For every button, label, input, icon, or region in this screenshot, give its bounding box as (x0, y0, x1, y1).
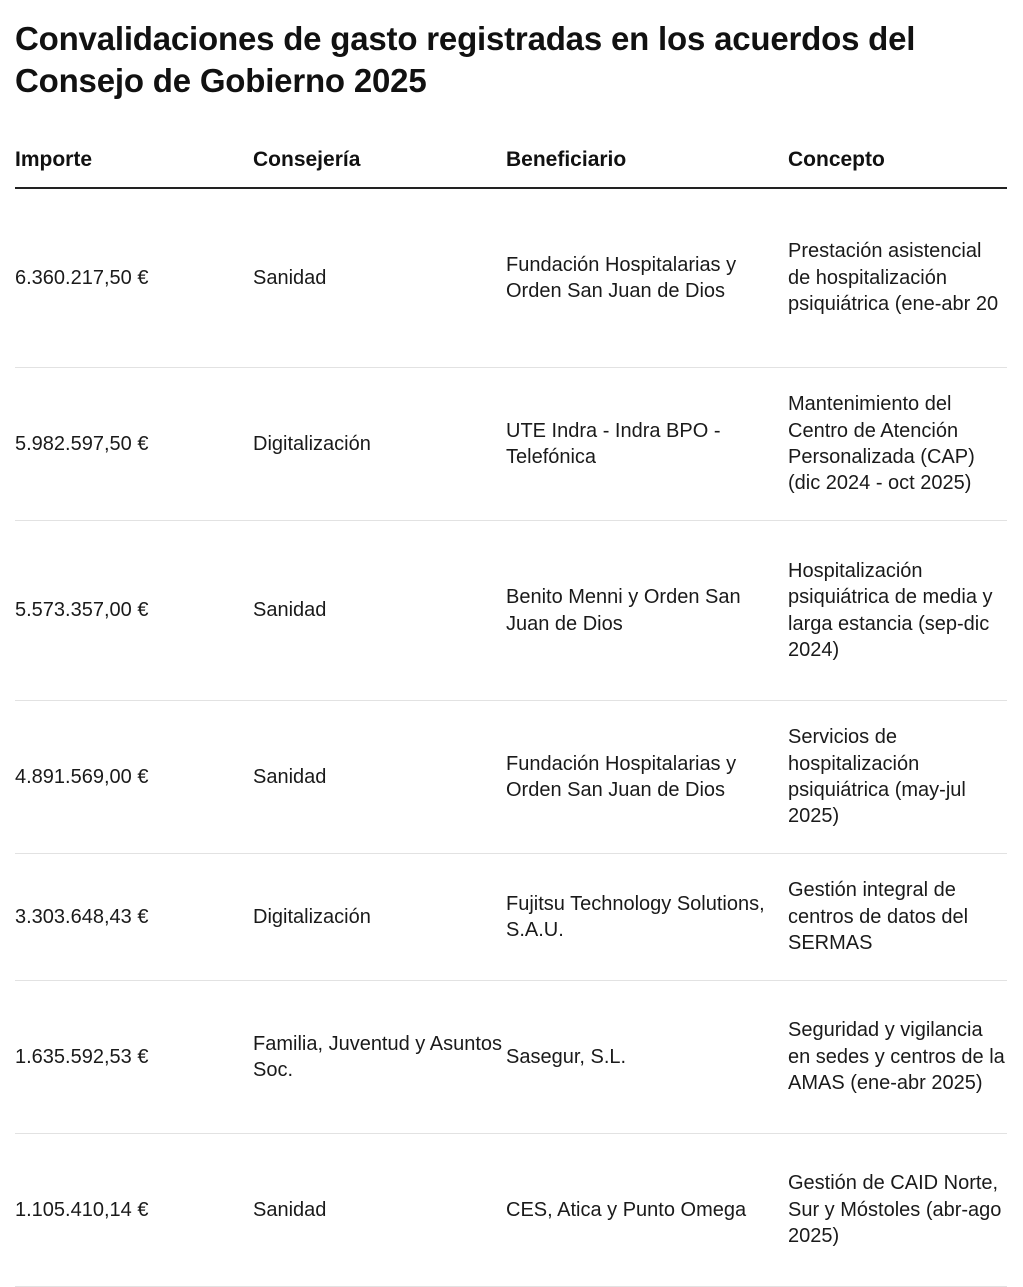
table-header-row (15, 132, 1007, 188)
table-row (15, 521, 1007, 701)
cell-concepto: Prestación asistencial de hospitalización psiquiátrica (ene-abr 20 (788, 188, 1007, 368)
cell-consejeria: Digitalización (253, 368, 506, 521)
cell-importe: 1.635.592,53 € (15, 981, 253, 1134)
cell-importe: 3.303.648,43 € (15, 854, 253, 981)
cell-consejeria: Sanidad (253, 521, 506, 701)
table-row (15, 854, 1007, 981)
cell-beneficiario: Benito Menni y Orden San Juan de Dios (506, 521, 788, 701)
header-consejeria: Consejería (253, 132, 506, 188)
header-importe: Importe (15, 132, 253, 188)
cell-importe: 6.360.217,50 € (15, 188, 253, 368)
cell-consejeria: Sanidad (253, 188, 506, 368)
table-row (15, 981, 1007, 1134)
cell-concepto: Gestión integral de centros de datos del SERMAS (788, 854, 1007, 981)
cell-beneficiario: CES, Atica y Punto Omega (506, 1134, 788, 1287)
header-concepto: Concepto (788, 132, 1007, 188)
table-row (15, 1134, 1007, 1287)
cell-beneficiario: Fundación Hospitalarias y Orden San Juan de Dios (506, 188, 788, 368)
page-title: Convalidaciones de gasto registradas en los acuerdos del Consejo de Gobierno 2025 (15, 20, 916, 99)
cell-beneficiario: Fujitsu Technology Solutions, S.A.U. (506, 854, 788, 981)
cell-consejeria: Sanidad (253, 1134, 506, 1287)
cell-consejeria: Familia, Juventud y Asuntos Soc. (253, 981, 506, 1134)
cell-consejeria: Sanidad (253, 701, 506, 854)
expenses-table (15, 132, 1007, 1287)
table-row (15, 701, 1007, 854)
cell-beneficiario: Sasegur, S.L. (506, 981, 788, 1134)
table-row (15, 188, 1007, 368)
cell-beneficiario: UTE Indra - Indra BPO - Telefónica (506, 368, 788, 521)
cell-consejeria: Digitalización (253, 854, 506, 981)
cell-importe: 1.105.410,14 € (15, 1134, 253, 1287)
cell-concepto: Seguridad y vigilancia en sedes y centros de la AMAS (ene-abr 2025) (788, 981, 1007, 1134)
cell-beneficiario: Fundación Hospitalarias y Orden San Juan de Dios (506, 701, 788, 854)
header-beneficiario: Beneficiario (506, 132, 788, 188)
cell-concepto: Gestión de CAID Norte, Sur y Móstoles (abr-ago 2025) (788, 1134, 1007, 1287)
cell-importe: 4.891.569,00 € (15, 701, 253, 854)
cell-concepto: Servicios de hospitalización psiquiátrica (may-jul 2025) (788, 701, 1007, 854)
cell-concepto: Mantenimiento del Centro de Atención Personalizada (CAP) (dic 2024 - oct 2025) (788, 368, 1007, 521)
cell-importe: 5.573.357,00 € (15, 521, 253, 701)
cell-concepto: Hospitalización psiquiátrica de media y larga estancia (sep-dic 2024) (788, 521, 1007, 701)
cell-importe: 5.982.597,50 € (15, 368, 253, 521)
table-row (15, 368, 1007, 521)
